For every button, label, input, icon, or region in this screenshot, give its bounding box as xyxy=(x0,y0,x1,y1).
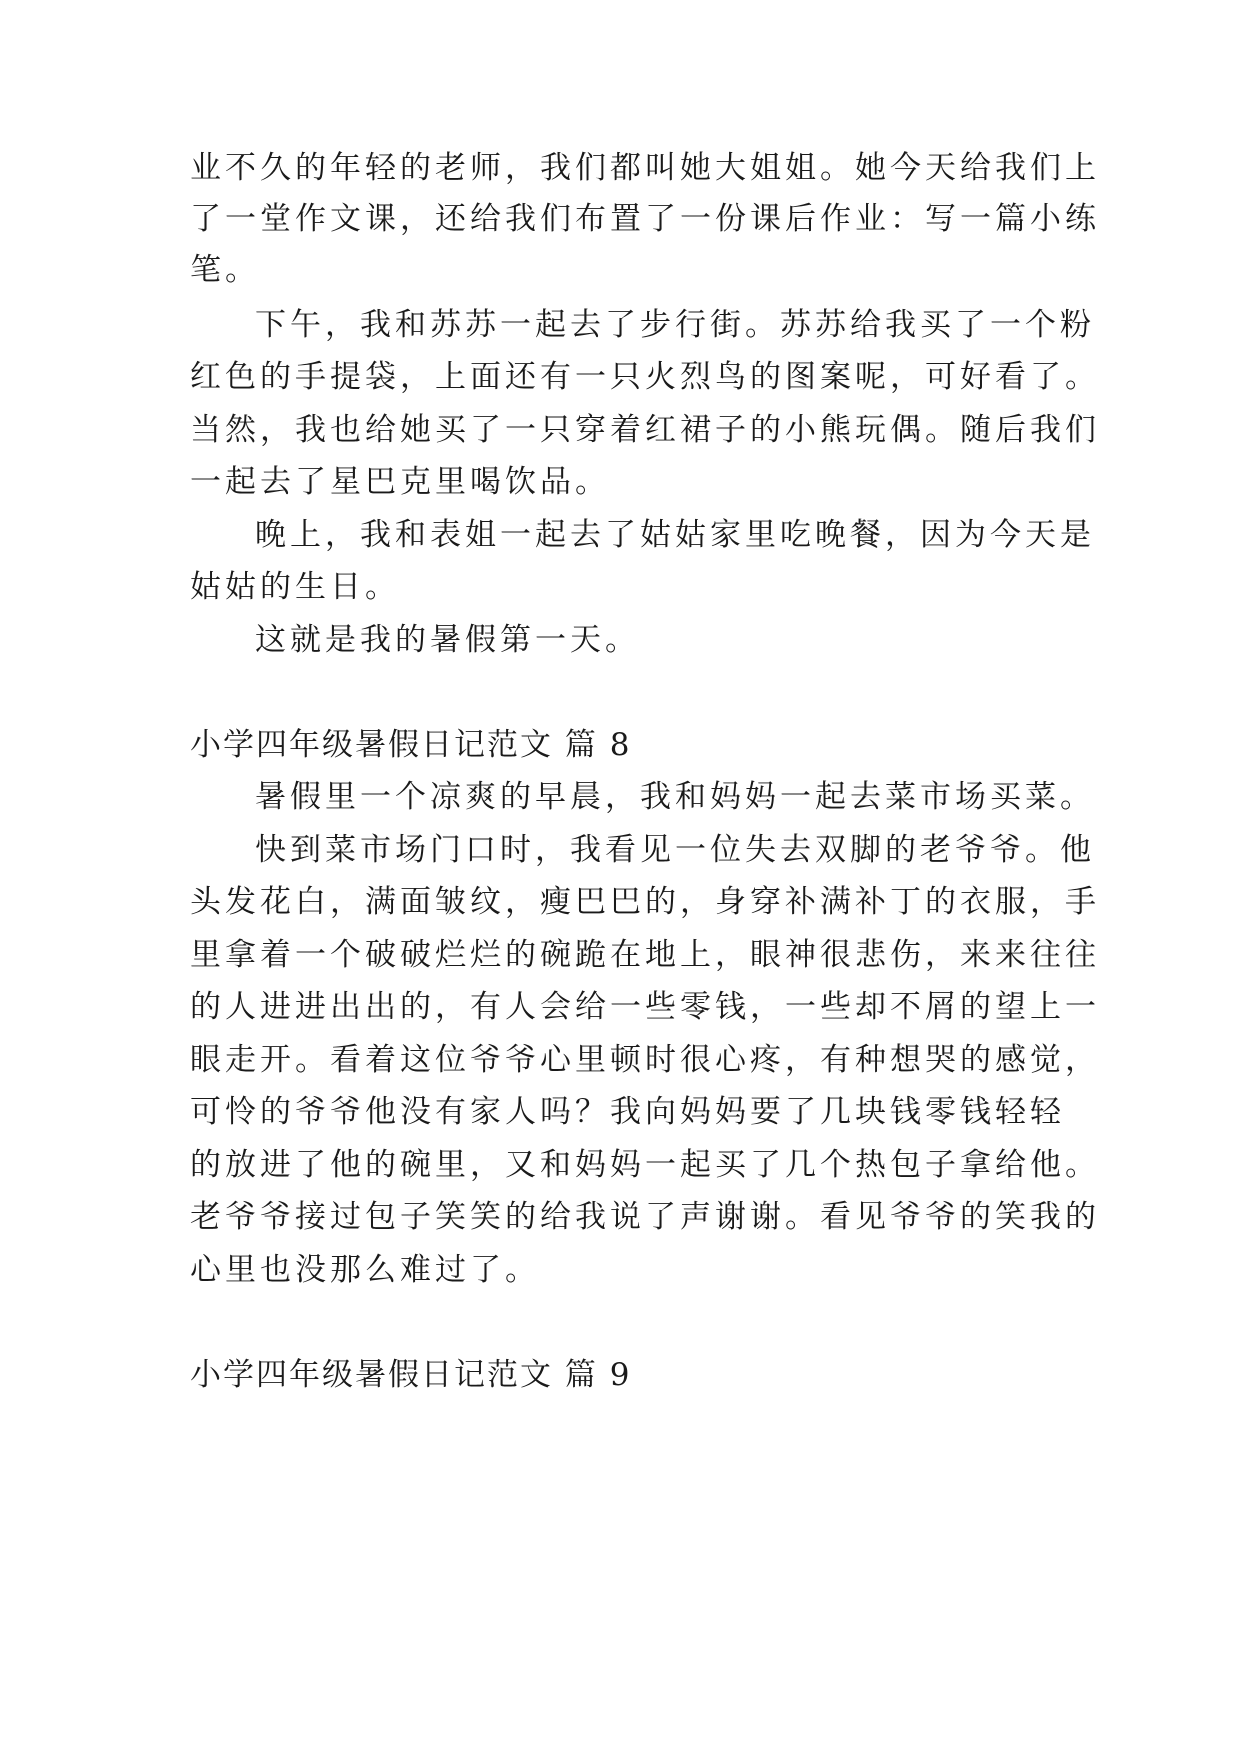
text-line: 业不久的年轻的老师，我们都叫她大姐姐。她今天给我们上 xyxy=(190,150,1100,186)
text-line: 红色的手提袋，上面还有一只火烈鸟的图案呢，可好看了。 xyxy=(190,359,1100,395)
text-line: 了一堂作文课，还给我们布置了一份课后作业：写一篇小练 xyxy=(190,201,1100,237)
text-line: 可怜的爷爷他没有家人吗？我向妈妈要了几块钱零钱轻轻 xyxy=(190,1094,1065,1130)
paragraph-start: 这就是我的暑假第一天。 xyxy=(255,622,640,658)
text-line: 的放进了他的碗里，又和妈妈一起买了几个热包子拿给他。 xyxy=(190,1147,1100,1183)
text-line: 老爷爷接过包子笑笑的给我说了声谢谢。看见爷爷的笑我的 xyxy=(190,1199,1100,1235)
text-line: 一起去了星巴克里喝饮品。 xyxy=(190,464,610,500)
paragraph-start: 晚上，我和表姐一起去了姑姑家里吃晚餐，因为今天是 xyxy=(255,517,1095,553)
text-line: 里拿着一个破破烂烂的碗跪在地上，眼神很悲伤，来来往往 xyxy=(190,937,1100,973)
text-line: 眼走开。看着这位爷爷心里顿时很心疼，有种想哭的感觉， xyxy=(190,1042,1100,1078)
text-line: 心里也没那么难过了。 xyxy=(190,1252,540,1288)
section-heading: 小学四年级暑假日记范文 篇 9 xyxy=(190,1357,632,1393)
paragraph-start: 下午，我和苏苏一起去了步行街。苏苏给我买了一个粉 xyxy=(255,307,1095,343)
text-line: 头发花白，满面皱纹，瘦巴巴的，身穿补满补丁的衣服，手 xyxy=(190,884,1100,920)
paragraph-start: 暑假里一个凉爽的早晨，我和妈妈一起去菜市场买菜。 xyxy=(255,779,1095,815)
text-line: 姑姑的生日。 xyxy=(190,569,400,605)
text-line: 笔。 xyxy=(190,252,260,288)
paragraph-start: 快到菜市场门口时，我看见一位失去双脚的老爷爷。他 xyxy=(255,832,1095,868)
text-line: 的人进进出出的，有人会给一些零钱，一些却不屑的望上一 xyxy=(190,989,1100,1025)
section-heading: 小学四年级暑假日记范文 篇 8 xyxy=(190,727,632,763)
text-line: 当然，我也给她买了一只穿着红裙子的小熊玩偶。随后我们 xyxy=(190,412,1100,448)
